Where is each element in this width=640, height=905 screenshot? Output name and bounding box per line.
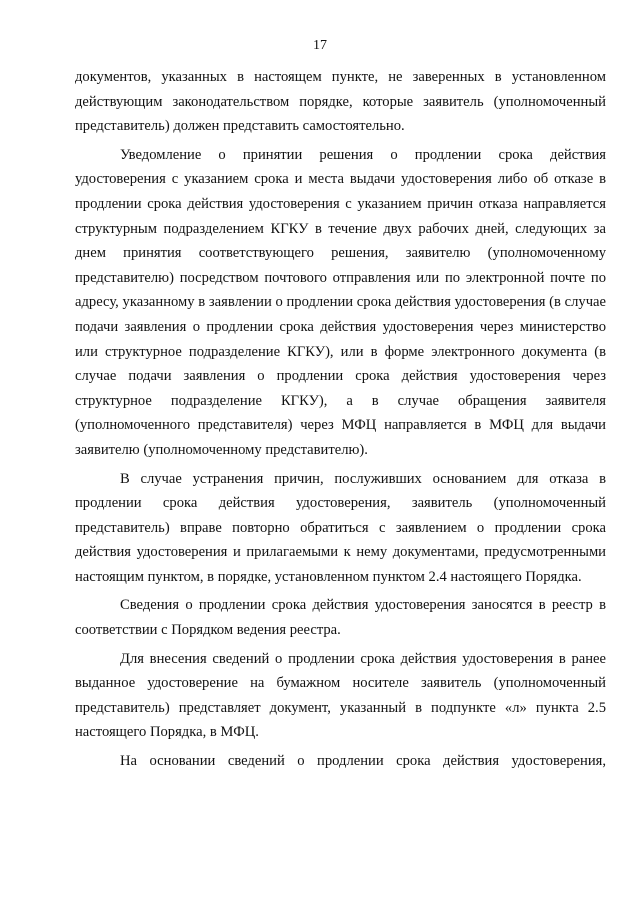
paragraph-1: документов, указанных в настоящем пункте, не заверенных в установленном действующим законодательством порядке, которые заявитель (уполномоченный представитель) должен представить самостоятельно.: [75, 69, 606, 135]
paragraph-2: Уведомление о принятии решения о продлении срока действия удостоверения с указанием срока и места выдачи удостоверения либо об отказе в продлении срока действия удостоверения с указанием причин отказа направляется структурным подразделением КГКУ в течение двух рабочих дней, следующих за днем принятия соответствующего решения, заявителю (уполномоченному представителю) посредством почтового отправления или по электронной почте по адресу, указанному в заявлении о продлении срока действия удостоверения (в случае подачи заявления о продлении срока действия удостоверения через министерство или структурное подразделение КГКУ), или в форме электронного документа (в случае подачи заявления о продлении срока действия удостоверения через структурное подразделение КГКУ), а в случае обращения заявителя (уполномоченного представителя) через МФЦ направляется в МФЦ для выдачи заявителю (уполномоченному представителю).: [75, 146, 606, 458]
document-body: [75, 65, 606, 778]
paragraph-5: Для внесения сведений о продлении срока действия удостоверения в ранее выданное удостоверение на бумажном носителе заявитель (уполномоченный представитель) представляет документ, указанный в подпункте «л» пункта 2.5 настоящего Порядка, в МФЦ.: [75, 650, 606, 741]
paragraph-6: На основании сведений о продлении срока действия удостоверения,: [120, 753, 606, 770]
page-number: 17: [313, 38, 327, 53]
paragraph-3: В случае устранения причин, послуживших основанием для отказа в продлении срока действия удостоверения, заявитель (уполномоченный представитель) вправе повторно обратиться с заявлением о продлении срока действия удостоверения и прилагаемыми к нему документами, предусмотренными настоящим пунктом, в порядке, установленном пунктом 2.4 настоящего Порядка.: [75, 470, 606, 585]
paragraph-4: Сведения о продлении срока действия удостоверения заносятся в реестр в соответствии с Порядком ведения реестра.: [75, 597, 606, 639]
